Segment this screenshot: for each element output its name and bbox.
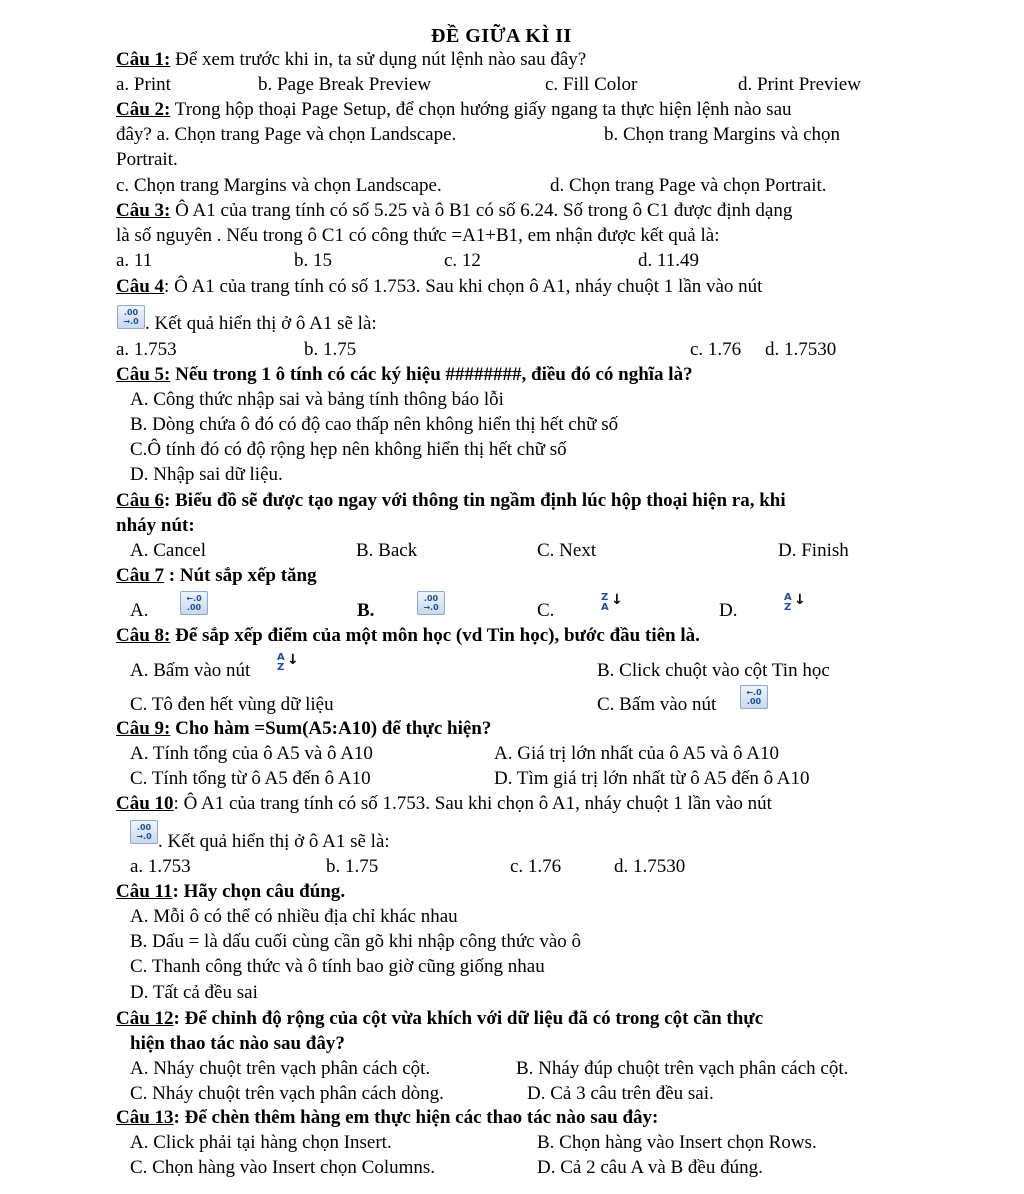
page-title: ĐỀ GIỮA KÌ II <box>431 25 572 47</box>
q12-option-c: C. Nháy chuột trên vạch phân cách dòng. <box>130 1083 444 1104</box>
question-1 <box>116 48 586 72</box>
icon-letter-bottom: Z <box>277 662 285 673</box>
q12-option-d: D. Cả 3 câu trên đều sai. <box>527 1083 714 1104</box>
q6-option-c: C. Next <box>537 540 597 561</box>
q4-option-b: b. 1.75 <box>304 339 357 360</box>
q5-option-b: B. Dòng chứa ô đó có độ cao thấp nên không hiển thị hết chữ số <box>130 414 619 435</box>
question-text: : Ô A1 của trang tính có số 1.753. Sau khi chọn ô A1, nháy chuột 1 lần vào nút <box>173 793 772 814</box>
icon-letters <box>601 593 609 613</box>
icon-letter-top: Z <box>601 592 609 603</box>
question-3-cont: là số nguyên . Nếu trong ô C1 có công thức =A1+B1, em nhận được kết quả là: <box>116 225 720 246</box>
question-text: : Hãy chọn câu đúng. <box>172 881 346 902</box>
question-7 <box>116 564 317 588</box>
q10-option-d: d. 1.7530 <box>614 856 686 877</box>
question-10-cont: . Kết quả hiển thị ở ô A1 sẽ là: <box>158 831 390 852</box>
q3-option-c: c. 12 <box>444 250 481 271</box>
sort-ascending-icon <box>275 652 299 676</box>
q11-option-b: B. Dấu = là dấu cuối cùng cần gõ khi nhập công thức vào ô <box>130 931 582 952</box>
question-10 <box>116 792 772 816</box>
sort-descending-icon <box>599 592 623 616</box>
question-label: Câu 1: <box>116 49 171 70</box>
q9-option-b: A. Giá trị lớn nhất của ô A5 và ô A10 <box>494 743 779 764</box>
icon-glyph-bottom: →.0 <box>136 832 152 841</box>
question-12-cont: hiện thao tác nào sau đây? <box>130 1033 345 1054</box>
q8-option-b: B. Click chuột vào cột Tin học <box>597 660 830 681</box>
icon-glyph-bottom: .00 <box>186 603 202 612</box>
question-8 <box>116 624 700 648</box>
q8-option-c: C. Tô đen hết vùng dữ liệu <box>130 694 334 715</box>
q2-option-b-cont: Portrait. <box>116 149 178 170</box>
icon-glyph-bottom: .00 <box>746 697 762 706</box>
q9-option-a: A. Tính tổng của ô A5 và ô A10 <box>130 743 373 764</box>
q11-option-c: C. Thanh công thức và ô tính bao giờ cũng giống nhau <box>130 956 545 977</box>
q5-option-c: C.Ô tính đó có độ rộng hẹp nên không hiển thị hết chữ số <box>130 439 567 460</box>
q10-option-a: a. 1.753 <box>130 856 191 877</box>
q11-option-a: A. Mỗi ô có thể có nhiều địa chỉ khác nhau <box>130 906 458 927</box>
question-13 <box>116 1106 658 1130</box>
question-label: Câu 12 <box>116 1008 174 1029</box>
question-text: Để xem trước khi in, ta sử dụng nút lệnh nào sau đây? <box>170 49 587 70</box>
question-text: : Để chèn thêm hàng em thực hiện các thao tác nào sau đây: <box>173 1107 659 1128</box>
q6-option-d: D. Finish <box>778 540 849 561</box>
icon-glyph-top: ←.0 <box>746 688 762 697</box>
question-text: Cho hàm =Sum(A5:A10) để thực hiện? <box>170 718 492 739</box>
icon-arrow: ↓ <box>794 592 806 608</box>
q9-option-d: D. Tìm giá trị lớn nhất từ ô A5 đến ô A10 <box>494 768 810 789</box>
decrease-decimal-icon <box>740 685 768 709</box>
icon-letters <box>784 593 792 613</box>
icon-glyph-top: .00 <box>123 308 139 317</box>
question-label: Câu 13 <box>116 1107 174 1128</box>
q13-option-a: A. Click phải tại hàng chọn Insert. <box>130 1132 392 1153</box>
question-label: Câu 2: <box>116 99 171 120</box>
q13-option-d: D. Cả 2 câu A và B đều đúng. <box>537 1157 763 1178</box>
q7-option-a: A. <box>130 600 149 621</box>
question-12 <box>116 1007 763 1031</box>
question-text: : Nút sắp xếp tăng <box>164 565 317 586</box>
q10-option-c: c. 1.76 <box>510 856 562 877</box>
question-6 <box>116 489 786 513</box>
q13-option-c: C. Chọn hàng vào Insert chọn Columns. <box>130 1157 436 1178</box>
sort-ascending-icon <box>782 592 806 616</box>
question-label: Câu 4 <box>116 276 165 297</box>
increase-decimal-icon <box>117 305 145 329</box>
question-text: Để sắp xếp điểm của một môn học (vd Tin học), bước đầu tiên là. <box>170 625 700 646</box>
q5-option-a: A. Công thức nhập sai và bảng tính thông báo lỗi <box>130 389 504 410</box>
q12-option-a: A. Nháy chuột trên vạch phân cách cột. <box>130 1058 431 1079</box>
q12-option-b: B. Nháy đúp chuột trên vạch phân cách cột. <box>516 1058 849 1079</box>
question-text: Nếu trong 1 ô tính có các ký hiệu ########, điều đó có nghĩa là? <box>170 364 693 385</box>
q1-option-c: c. Fill Color <box>545 74 638 95</box>
question-text: : Ô A1 của trang tính có số 1.753. Sau khi chọn ô A1, nháy chuột 1 lần vào nút <box>164 276 763 297</box>
q6-option-b: B. Back <box>356 540 418 561</box>
question-6-cont: nháy nút: <box>116 515 195 536</box>
question-9 <box>116 717 491 741</box>
question-4-cont: . Kết quả hiển thị ở ô A1 sẽ là: <box>145 313 377 334</box>
decrease-decimal-icon <box>180 591 208 615</box>
question-text: Trong hộp thoại Page Setup, để chọn hướng giấy ngang ta thực hiện lệnh nào sau <box>170 99 792 120</box>
icon-letter-top: A <box>277 652 285 663</box>
icon-arrow: ↓ <box>611 592 623 608</box>
q1-option-a: a. Print <box>116 74 171 95</box>
question-label: Câu 11 <box>116 881 173 902</box>
icon-letter-top: A <box>784 592 792 603</box>
q3-option-d: d. 11.49 <box>638 250 700 271</box>
q3-option-a: a. 11 <box>116 250 153 271</box>
q8-option-a: A. Bấm vào nút <box>130 660 251 681</box>
question-5 <box>116 363 693 387</box>
question-3 <box>116 199 792 223</box>
q3-option-b: b. 15 <box>294 250 332 271</box>
question-label: Câu 7 <box>116 565 165 586</box>
icon-letter-bottom: Z <box>784 602 792 613</box>
q1-option-b: b. Page Break Preview <box>258 74 432 95</box>
icon-arrow: ↓ <box>287 652 299 668</box>
increase-decimal-icon <box>417 591 445 615</box>
q13-option-b: B. Chọn hàng vào Insert chọn Rows. <box>537 1132 817 1153</box>
q5-option-d: D. Nhập sai dữ liệu. <box>130 464 283 485</box>
q6-option-a: A. Cancel <box>130 540 206 561</box>
q10-option-b: b. 1.75 <box>326 856 379 877</box>
q8-option-d: C. Bấm vào nút <box>597 694 717 715</box>
question-text: : Để chỉnh độ rộng của cột vừa khích với dữ liệu đã có trong cột cần thực <box>173 1008 764 1029</box>
question-label: Câu 3: <box>116 200 171 221</box>
question-11 <box>116 880 345 904</box>
q7-option-b: B. <box>357 600 375 621</box>
q4-option-a: a. 1.753 <box>116 339 177 360</box>
q2-option-c: c. Chọn trang Margins và chọn Landscape. <box>116 175 442 196</box>
question-text: : Biểu đồ sẽ được tạo ngay với thông tin ngầm định lúc hộp thoại hiện ra, khi <box>164 490 786 511</box>
question-text: Ô A1 của trang tính có số 5.25 và ô B1 có số 6.24. Số trong ô C1 được định dạng <box>170 200 793 221</box>
question-2 <box>116 98 792 122</box>
q1-option-d: d. Print Preview <box>738 74 861 95</box>
question-label: Câu 6 <box>116 490 165 511</box>
increase-decimal-icon <box>130 820 158 844</box>
q2-option-b: b. Chọn trang Margins và chọn <box>604 124 841 145</box>
question-label: Câu 10 <box>116 793 174 814</box>
q11-option-d: D. Tất cả đều sai <box>130 982 258 1003</box>
q7-option-d: D. <box>719 600 738 621</box>
q9-option-c: C. Tính tổng từ ô A5 đến ô A10 <box>130 768 371 789</box>
q2-option-a: đây? a. Chọn trang Page và chọn Landscape. <box>116 124 457 145</box>
icon-letter-bottom: A <box>601 602 609 613</box>
q4-option-d: d. 1.7530 <box>765 339 837 360</box>
q4-option-c: c. 1.76 <box>690 339 742 360</box>
question-label: Câu 5: <box>116 364 171 385</box>
q2-option-d: d. Chọn trang Page và chọn Portrait. <box>550 175 827 196</box>
question-label: Câu 8: <box>116 625 171 646</box>
icon-glyph-top: .00 <box>423 594 439 603</box>
icon-glyph-bottom: →.0 <box>423 603 439 612</box>
icon-glyph-top: .00 <box>136 823 152 832</box>
icon-glyph-top: ←.0 <box>186 594 202 603</box>
question-4 <box>116 275 762 299</box>
icon-glyph-bottom: →.0 <box>123 317 139 326</box>
question-label: Câu 9: <box>116 718 171 739</box>
q7-option-c: C. <box>537 600 555 621</box>
icon-letters <box>277 653 285 673</box>
